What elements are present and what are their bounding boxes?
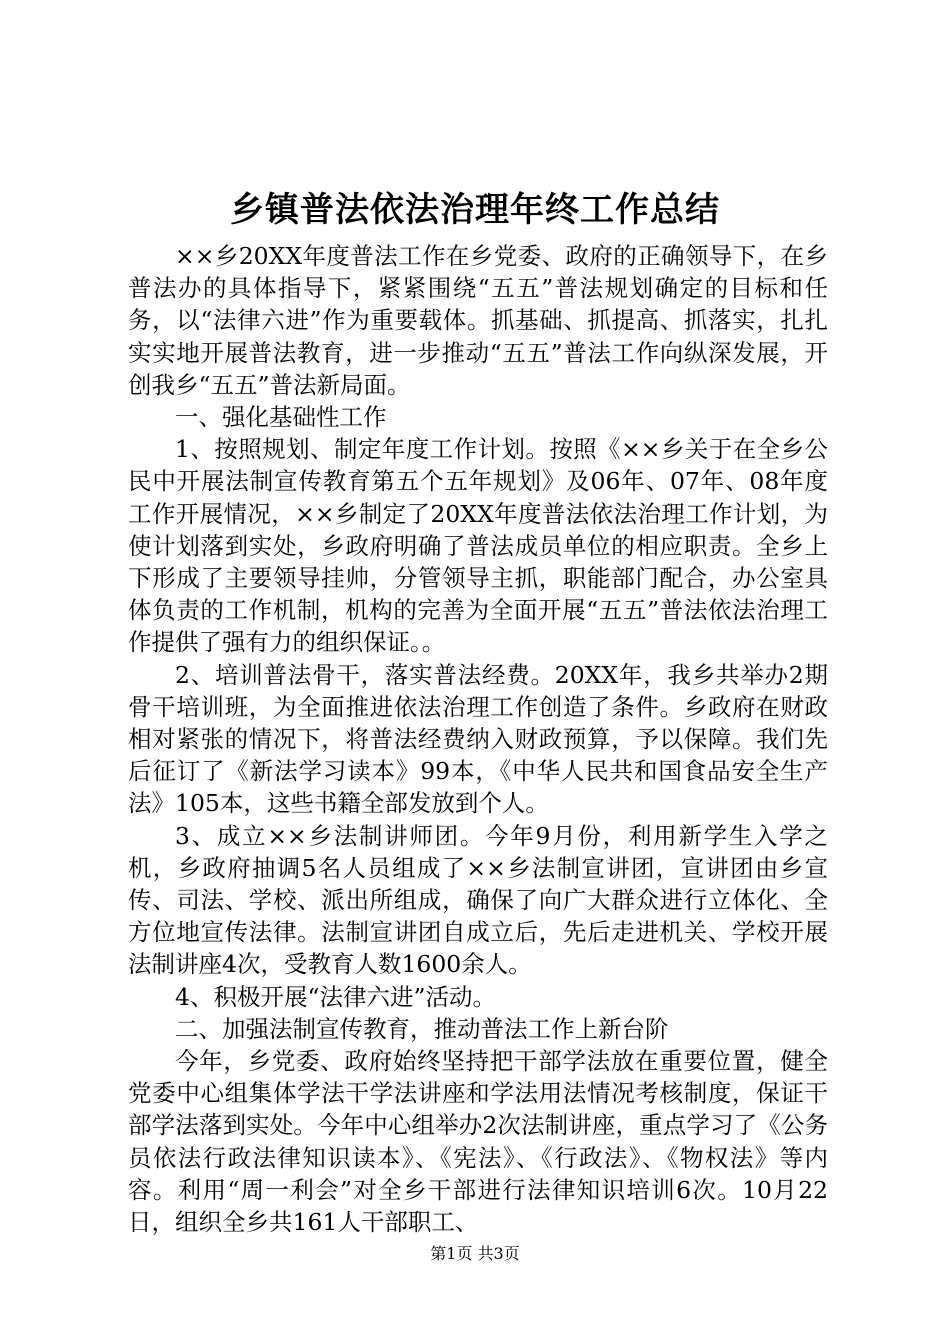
paragraph-item-4: 4、积极开展“法律六进”活动。 — [175, 982, 496, 1011]
document-title: 乡镇普法依法治理年终工作总结 — [230, 190, 720, 230]
page-footer: 第1页 共3页 — [430, 1244, 520, 1263]
paragraph-item-3: 3、成立××乡法制讲师团。今年9月份，利用新学生入学之机，乡政府抽调5名人员组成了××乡法制宣讲团，宣讲团由乡宣传、司法、学校、派出所组成，确保了向广大群众进行立体化、全方位地宣传法律。法制宣讲团自成立后，先后走进机关、学校开展法制讲座4次，受教育人数1600余人。 — [128, 821, 828, 979]
paragraph-item-1: 1、按照规划、制定年度工作计划。按照《××乡关于在全乡公民中开展法制宣传教育第五个五年规划》及06年、07年、08年度工作开展情况，××乡制定了20XX年度普法依法治理工作计划，为使计划落到实处，乡政府明确了普法成员单位的相应职责。全乡上下形成了主要领导挂帅，分管领导主抓，职能部门配合，办公室具体负责的工作机制，机构的完善为全面开展“五五”普法依法治理工作提供了强有力的组织保证。。 — [128, 435, 828, 657]
paragraph-section-2: 今年，乡党委、政府始终坚持把干部学法放在重要位置，健全党委中心组集体学法干学法讲座和学法用法情况考核制度，保证干部学法落到实处。今年中心组举办2次法制讲座，重点学习了《公务员依法行政法律知识读本》、《宪法》、《行政法》、《物权法》等内容。利用“周一利会”对全乡干部进行法律知识培训6次。10月22日，组织全乡共161人干部职工、 — [128, 1047, 828, 1237]
document-body — [128, 240, 828, 1238]
paragraph-intro: ××乡20XX年度普法工作在乡党委、政府的正确领导下，在乡普法办的具体指导下，紧紧围绕“五五”普法规划确定的目标和任务，以“法律六进”作为重要载体。抓基础、抓提高、抓落实，扎扎实实地开展普法教育，进一步推动“五五”普法工作向纵深发展，开创我乡“五五”普法新局面。 — [128, 242, 828, 399]
paragraph-item-2: 2、培训普法骨干，落实普法经费。20XX年，我乡共举办2期骨干培训班，为全面推进依法治理工作创造了条件。乡政府在财政相对紧张的情况下，将普法经费纳入财政预算，予以保障。我们先后征订了《新法学习读本》99本，《中华人民共和国食品安全生产法》105本，这些书籍全部发放到个人。 — [128, 660, 828, 818]
section-heading-2: 二、加强法制宣传教育，推动普法工作上新台阶 — [175, 1014, 669, 1043]
section-heading-1: 一、强化基础性工作 — [175, 403, 387, 432]
